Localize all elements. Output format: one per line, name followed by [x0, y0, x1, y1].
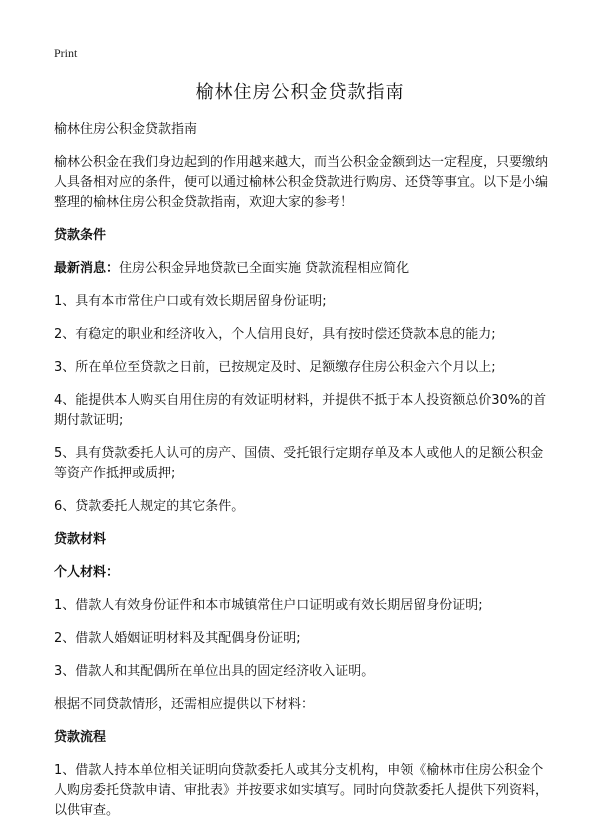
article-body	[54, 120, 554, 834]
condition-item: 1、具有本市常住户口或有效长期居留身份证明;	[54, 294, 327, 309]
material-item: 1、借款人有效身份证件和本市城镇常住户口证明或有效长期居留身份证明;	[54, 598, 483, 613]
materials-note: 根据不同贷款情形，还需相应提供以下材料：	[54, 697, 315, 712]
material-item: 2、借款人婚姻证明材料及其配偶身份证明;	[54, 631, 301, 646]
condition-item: 4、能提供本人购买自用住房的有效证明材料，并提供不抵于本人投资额总价30%的首期付款证明;	[54, 393, 547, 428]
material-item: 3、借款人和其配偶所在单位出具的固定经济收入证明。	[54, 664, 375, 679]
print-link[interactable]: Print	[54, 46, 78, 60]
section-heading-process: 贷款流程	[54, 730, 107, 745]
condition-item: 5、具有贷款委托人认可的房产、国债、受托银行定期存单及本人或他人的足额公积金等资产作抵押或质押;	[54, 446, 544, 481]
news-line	[54, 259, 554, 279]
news-label: 最新消息：	[54, 261, 120, 276]
article-subtitle: 榆林住房公积金贷款指南	[54, 122, 198, 137]
section-heading-conditions: 贷款条件	[54, 228, 107, 243]
condition-item: 2、有稳定的职业和经济收入，个人信用良好，具有按时偿还贷款本息的能力;	[54, 327, 496, 342]
subsection-heading-personal: 个人材料：	[54, 565, 120, 580]
condition-item: 3、所在单位至贷款之日前，已按规定及时、足额缴存住房公积金六个月以上;	[54, 360, 496, 375]
condition-item: 6、贷款委托人规定的其它条件。	[54, 499, 245, 514]
page-title: 榆林住房公积金贷款指南	[195, 82, 405, 103]
section-heading-materials: 贷款材料	[54, 532, 107, 547]
news-text: 住房公积金异地贷款已全面实施 贷款流程相应简化	[119, 261, 410, 276]
process-item: 1、借款人持本单位相关证明向贷款委托人或其分支机构，申领《榆林市住房公积金个人购房委托贷款申请、审批表》并按要求如实填写。同时向贷款委托人提供下列资料，以供审查。	[54, 763, 549, 818]
intro-paragraph: 榆林公积金在我们身边起到的作用越来越大，而当公积金金额到达一定程度，只要缴纳人具备相对应的条件，便可以通过榆林公积金贷款进行购房、还贷等事宜。以下是小编整理的榆林住房公积金贷款指南，欢迎大家的参考！	[54, 155, 549, 210]
